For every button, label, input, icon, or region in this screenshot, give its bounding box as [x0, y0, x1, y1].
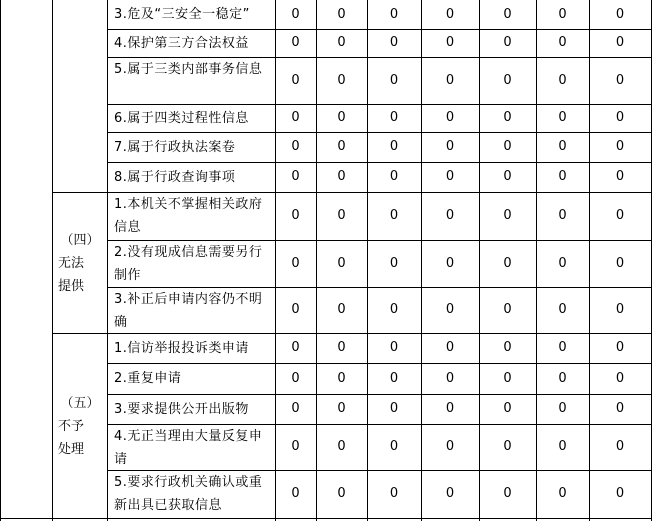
- value-cell: 0: [615, 370, 625, 386]
- value-cell: 0: [291, 486, 300, 501]
- group-label-line: 不予: [58, 419, 85, 434]
- value-cell: 0: [445, 35, 455, 50]
- value-cell: 0: [615, 302, 625, 317]
- value-cell: 0: [445, 401, 455, 416]
- value-cell: 0: [615, 401, 625, 416]
- value-cell: 0: [291, 340, 300, 355]
- value-cell: 0: [445, 139, 455, 154]
- value-cell: 0: [291, 110, 300, 125]
- value-cell: 0: [445, 169, 455, 184]
- row-line-j: [107, 363, 652, 364]
- value-cell: 0: [389, 139, 399, 154]
- value-cell: 0: [503, 72, 512, 88]
- value-cell: 0: [389, 72, 399, 88]
- value-cell: 0: [615, 340, 625, 355]
- value-cell: 0: [615, 139, 625, 154]
- value-cell: 0: [389, 6, 399, 22]
- value-cell: 0: [445, 110, 455, 125]
- value-cell: 0: [337, 35, 346, 50]
- value-cell: 0: [503, 35, 512, 50]
- group-label-line: 处理: [58, 442, 85, 457]
- value-cell: 0: [503, 302, 512, 317]
- value-cell: 0: [558, 35, 567, 50]
- group-label-line: 提供: [58, 279, 85, 294]
- value-cell: 0: [615, 6, 625, 22]
- value-cell: 0: [445, 370, 455, 386]
- value-cell: 0: [558, 255, 567, 271]
- group-label-line: （四）: [60, 233, 100, 248]
- value-cell: 0: [558, 302, 567, 317]
- value-cell: 0: [615, 439, 625, 454]
- value-cell: 0: [337, 208, 346, 223]
- value-cell: 0: [291, 139, 300, 154]
- value-cell: 0: [503, 208, 512, 223]
- value-cell: 0: [337, 139, 346, 154]
- row-label: 2.没有现成信息需要另行制作: [114, 245, 263, 283]
- value-cell: 0: [558, 72, 567, 88]
- value-cell: 0: [615, 110, 625, 125]
- value-cell: 0: [558, 486, 567, 501]
- value-cell: 0: [558, 340, 567, 355]
- value-cell: 0: [558, 169, 567, 184]
- row-label: 4.无正当理由大量反复申请: [114, 429, 263, 467]
- row-line-d: [107, 132, 652, 133]
- value-cell: 0: [445, 72, 455, 88]
- value-cell: 0: [503, 139, 512, 154]
- row-line-c: [107, 104, 652, 105]
- col-line-10: [651, 0, 652, 521]
- row-line-k: [107, 394, 652, 395]
- row-label: 6.属于四类过程性信息: [114, 110, 249, 126]
- value-cell: 0: [291, 439, 300, 454]
- col-line-2: [107, 0, 108, 521]
- group-label: [54, 229, 106, 298]
- value-cell: 0: [445, 486, 455, 501]
- value-cell: 0: [558, 110, 567, 125]
- value-cell: 0: [503, 370, 512, 386]
- value-cell: 0: [337, 6, 346, 22]
- row-label: 3.要求提供公开出版物: [114, 401, 249, 417]
- value-cell: 0: [337, 169, 346, 184]
- value-cell: 0: [291, 35, 300, 50]
- value-cell: 0: [615, 169, 625, 184]
- value-cell: 0: [389, 486, 399, 501]
- value-cell: 0: [615, 255, 625, 271]
- row-label: 5.要求行政机关确认或重新出具已获取信息: [114, 475, 263, 513]
- row-label: 1.本机关不掌握相关政府信息: [114, 197, 263, 235]
- row-label: 4.保护第三方合法权益: [114, 35, 249, 51]
- value-cell: 0: [558, 208, 567, 223]
- value-cell: 0: [389, 110, 399, 125]
- row-label: 8.属于行政查询事项: [114, 169, 236, 185]
- value-cell: 0: [445, 6, 455, 22]
- value-cell: 0: [503, 401, 512, 416]
- value-cell: 0: [389, 370, 399, 386]
- row-label: 2.重复申请: [114, 371, 182, 386]
- value-cell: 0: [291, 6, 300, 22]
- value-cell: 0: [389, 208, 399, 223]
- value-cell: 0: [337, 370, 346, 386]
- value-cell: 0: [615, 35, 625, 50]
- value-cell: 0: [503, 6, 512, 22]
- value-cell: 0: [615, 486, 625, 501]
- value-cell: 0: [337, 486, 346, 501]
- value-cell: 0: [291, 72, 300, 88]
- value-cell: 0: [558, 6, 567, 22]
- value-cell: 0: [389, 255, 399, 271]
- value-cell: 0: [445, 302, 455, 317]
- value-cell: 0: [337, 72, 346, 88]
- value-cell: 0: [558, 370, 567, 386]
- group-label-line: （五）: [60, 396, 100, 411]
- value-cell: 0: [503, 110, 512, 125]
- row-label: 3.危及“三安全一稳定”: [114, 7, 250, 22]
- row-line-n: [0, 518, 652, 519]
- value-cell: 0: [445, 208, 455, 223]
- value-cell: 0: [445, 255, 455, 271]
- value-cell: 0: [337, 255, 346, 271]
- row-label: 1.信访举报投诉类申请: [114, 340, 249, 356]
- value-cell: 0: [503, 486, 512, 501]
- value-cell: 0: [337, 439, 346, 454]
- value-cell: 0: [389, 439, 399, 454]
- value-cell: 0: [291, 169, 300, 184]
- row-line-a: [107, 29, 652, 30]
- value-cell: 0: [445, 439, 455, 454]
- value-cell: 0: [503, 340, 512, 355]
- value-cell: 0: [503, 169, 512, 184]
- value-cell: 0: [337, 110, 346, 125]
- value-cell: 0: [291, 255, 300, 271]
- value-cell: 0: [389, 401, 399, 416]
- value-cell: 0: [615, 208, 625, 223]
- value-cell: 0: [503, 439, 512, 454]
- value-cell: 0: [558, 439, 567, 454]
- value-cell: 0: [558, 401, 567, 416]
- value-cell: 0: [389, 169, 399, 184]
- value-cell: 0: [615, 72, 625, 88]
- value-cell: 0: [291, 208, 300, 223]
- row-line-e: [107, 162, 652, 163]
- row-label: 5.属于三类内部事务信息: [114, 62, 263, 77]
- group-label: [54, 392, 106, 461]
- row-label: 3.补正后申请内容仍不明确: [114, 292, 263, 330]
- row-label: 7.属于行政执法案卷: [114, 139, 236, 155]
- value-cell: 0: [337, 340, 346, 355]
- col-line-1: [52, 0, 53, 521]
- value-cell: 0: [291, 401, 300, 416]
- value-cell: 0: [337, 401, 346, 416]
- value-cell: 0: [558, 139, 567, 154]
- value-cell: 0: [291, 302, 300, 317]
- value-cell: 0: [445, 340, 455, 355]
- value-cell: 0: [337, 302, 346, 317]
- group-label-line: 无法: [58, 256, 85, 271]
- value-cell: 0: [291, 370, 300, 386]
- value-cell: 0: [389, 35, 399, 50]
- value-cell: 0: [503, 255, 512, 271]
- col-line-0: [0, 0, 1, 521]
- value-cell: 0: [389, 340, 399, 355]
- value-cell: 0: [389, 302, 399, 317]
